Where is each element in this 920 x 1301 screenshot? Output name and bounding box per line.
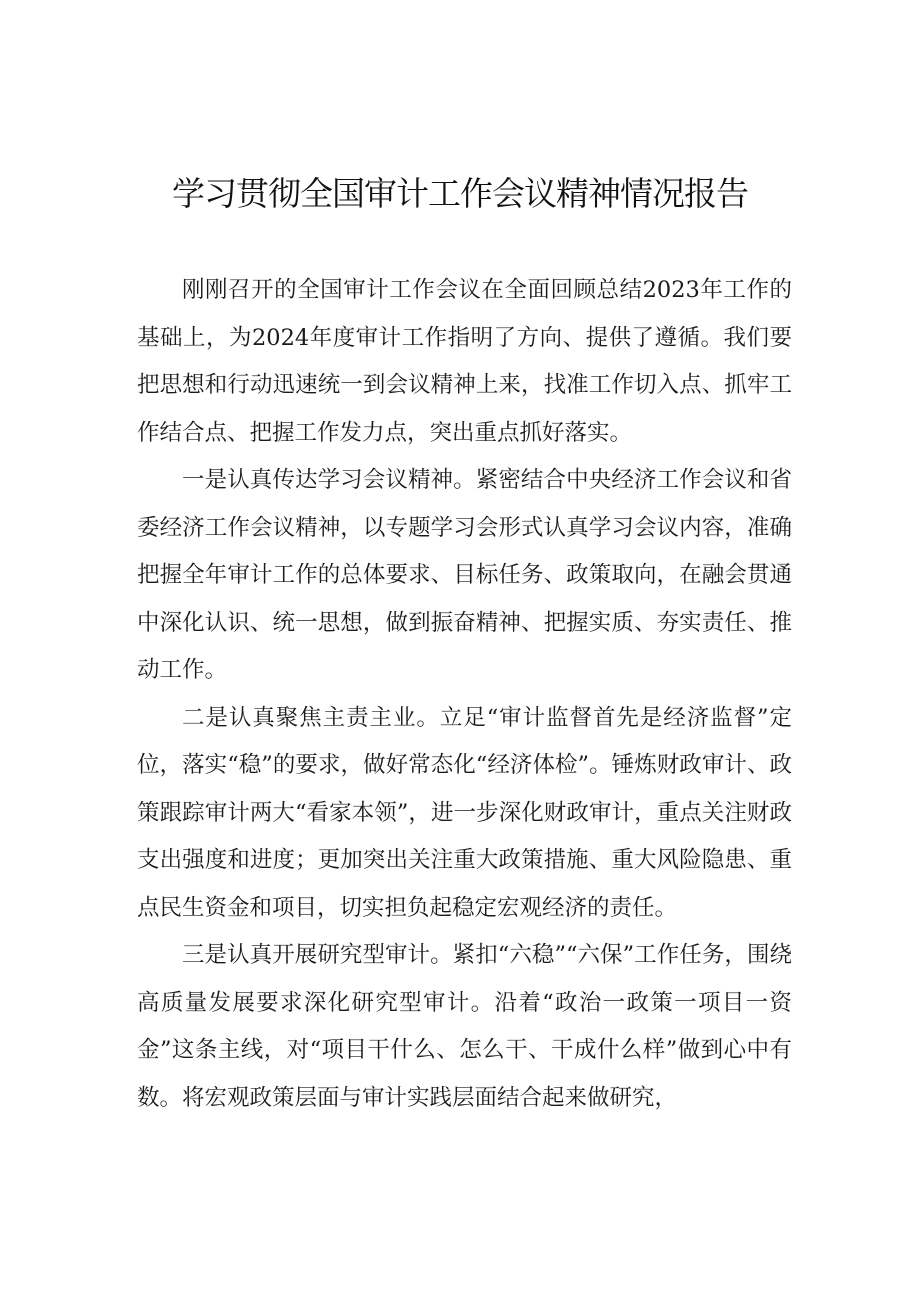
paragraph-intro: 刚刚召开的全国审计工作会议在全面回顾总结2023年工作的基础上，为2024年度审计工作指明了方向、提供了遵循。我们要把思想和行动迅速统一到会议精神上来，找准工作切入点、抓牢工作结合点、把握工作发力点，突出重点抓好落实。 xyxy=(137,277,792,446)
paragraph-point-one: 一是认真传达学习会议精神。紧密结合中央经济工作会议和省委经济工作会议精神，以专题学习会形式认真学习会议内容，准确把握全年审计工作的总体要求、目标任务、政策取向，在融会贯通中深化认识、统一思想，做到振奋精神、把握实质、夯实责任、推动工作。 xyxy=(137,467,792,683)
paragraph-point-three: 三是认真开展研究型审计。紧扣“六稳”“六保”工作任务，围绕高质量发展要求深化研究型审计。沿着“政治一政策一项目一资金”这条主线，对“项目干什么、怎么干、干成什么样”做到心中有数。将宏观政策层面与审计实践层面结合起来做研究， xyxy=(137,942,792,1111)
document-title: 学习贯彻全国审计工作会议精神情况报告 xyxy=(172,174,748,213)
document-body xyxy=(137,267,792,1122)
paragraph-point-two: 二是认真聚焦主责主业。立足“审计监督首先是经济监督”定位，落实“稳”的要求，做好常态化“经济体检”。锤炼财政审计、政策跟踪审计两大“看家本领”，进一步深化财政审计，重点关注财政支出强度和进度；更加突出关注重大政策措施、重大风险隐患、重点民生资金和项目，切实担负起稳定宏观经济的责任。 xyxy=(137,704,792,921)
